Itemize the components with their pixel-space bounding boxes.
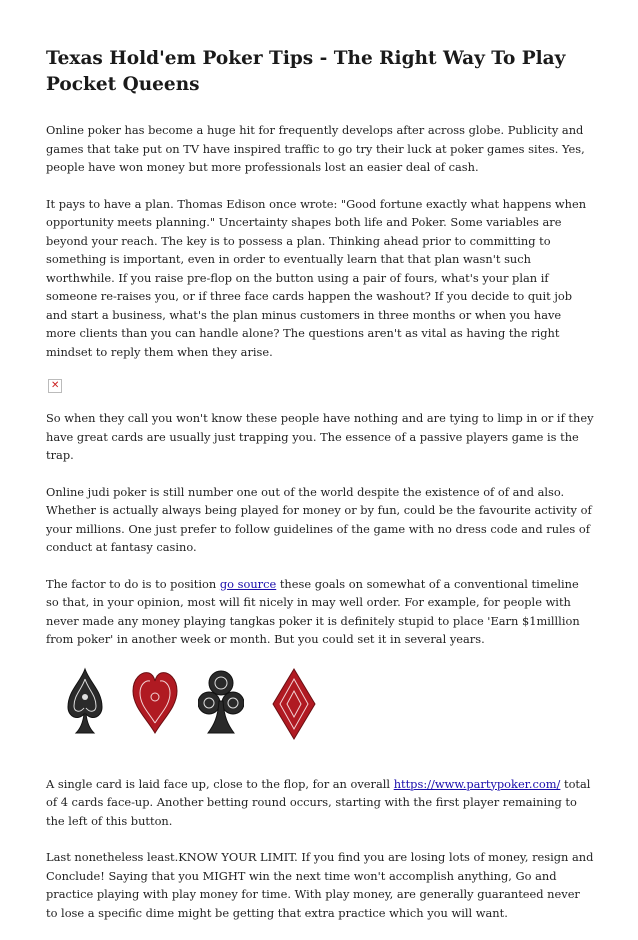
paragraph-judi-poker: Online judi poker is still number one out of the world despite the existence of of and also. Whether is actually always being played for money or by fun, could be the favourite activity of your millions. One just prefer to follow guidelines of the game with no dress code and rules of conduct at fantasy casino. [46,484,592,554]
paragraph-flop [46,775,594,831]
diamond-icon [271,667,317,741]
paragraph-goals-text-after: these goals on somewhat of a conventional timeline so that, in your opinion, most will fit nicely in may well order. For example, for people with never made any money playing tangkas poker it is definitely stupid to place 'Earn $1milllion from poker' in another week or month. But you could set it in several years. [46,576,580,646]
heart-icon [131,667,179,739]
paragraph-limit: Last nonetheless least.KNOW YOUR LIMIT. If you find you are losing lots of money, resign and Conclude! Saying that you MIGHT win the next time won't accomplish anything, Go and practice playing with play money for time. With play money, are generally guaranteed never to lose a specific dime might be getting that extra practice which you will want. [46,850,594,920]
page-title: Texas Hold'em Poker Tips - The Right Way To Play Pocket Queens [46,48,566,95]
paragraph-intro: Online poker has become a huge hit for frequently develops after across globe. Publicity and games that take put on TV have inspired traffic to go try their luck at poker games sites. Yes, people have won money but more professionals lost an easier deal of cash. [46,123,585,174]
spade-icon [66,667,104,737]
card-suits-image [46,667,594,757]
paragraph-trap: So when they call you won't know these people have nothing and are tying to limp in or if they have great cards are usually just trapping you. The essence of a passive players game is the trap. [46,411,594,462]
paragraph-goals [46,575,594,649]
go-source-link[interactable]: go source [219,576,277,591]
broken-image-icon: ✕ [48,379,62,393]
paragraph-flop-text-before: A single card is laid face up, close to the flop, for an overall [46,776,394,791]
paragraph-plan: It pays to have a plan. Thomas Edison once wrote: "Good fortune exactly what happens when opportunity meets planning." Uncertainty shapes both life and Poker. Some variables are beyond your reach. The key is to possess a plan. Thinking ahead prior to committing to something is important, even in order to eventually learn that that plan wasn't such worthwhile. If you raise pre-flop on the button using a pair of fours, what's your plan if someone re-raises you, or if three face cards happen the washout? If you decide to quit job and start a business, what's the plan minus customers in three months or when you have more clients than you can handle alone? The questions aren't as vital as having the right mindset to reply them when they arise. [46,196,587,359]
paragraph-flop-text-after: total of 4 cards face-up. Another betting round occurs, starting with the first player remaining to the left of this button. [46,776,591,828]
club-icon [198,667,244,737]
partypoker-link[interactable]: https://www.partypoker.com/ [393,776,561,791]
paragraph-goals-text-before: The factor to do is to position [46,576,220,591]
article [46,46,594,940]
